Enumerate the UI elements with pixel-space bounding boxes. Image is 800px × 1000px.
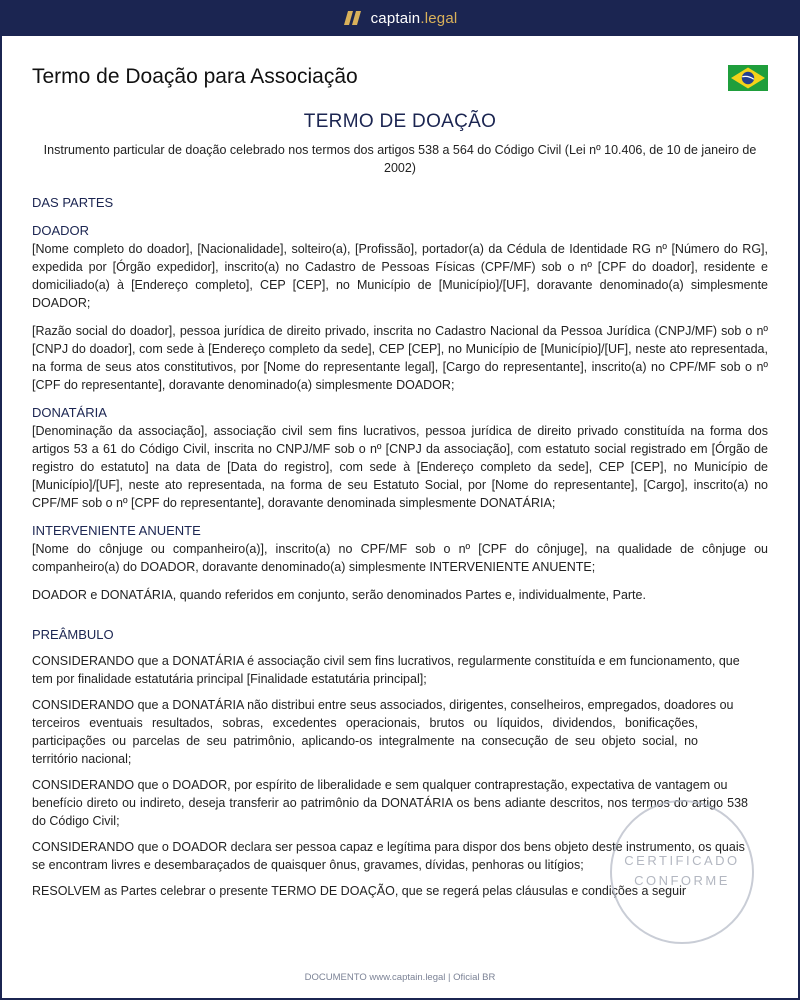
subheading-intervener: INTERVENIENTE ANUENTE bbox=[32, 523, 201, 538]
captain-legal-logo-icon bbox=[343, 10, 363, 26]
donee-paragraph: [Denominação da associação], associação civil sem fins lucrativos, pessoa jurídica de direito privado constituída na forma dos artigos 53 a 61 do Código Civil, inscrita no CNPJ/MF sob o nº [CNPJ da associação], com estatuto social registrado em [Órgão de registro do estatuto] na data de [Data do registro], com sede à [Endereço completo da sede], CEP [CEP], no Município de [Município]/[UF], neste ato representada, na forma de seu Estatuto Social, por [Nome do representante], [Cargo], inscrito(a) no CPF/MF sob o nº [CPF do representante], doravante denominada simplesmente DONATÁRIA; bbox=[32, 424, 768, 510]
brand[interactable] bbox=[343, 10, 458, 27]
considering-3-first-line: CONSIDERANDO que o DOADOR, por espírito de liberalidade e sem qualquer contraprestação, expectativa de vantagem ou bbox=[32, 778, 728, 792]
document-header bbox=[32, 65, 768, 95]
document-page bbox=[2, 36, 798, 998]
section-heading-parties: DAS PARTES bbox=[32, 195, 114, 210]
donor-paragraph-company: [Razão social do doador], pessoa jurídica de direito privado, inscrita no Cadastro Nacional da Pessoa Jurídica (CNPJ/MF) sob o nº [CNPJ do doador], com sede à [Endereço completo da sede], CEP [CEP], no Município de [Município]/[UF], neste ato representada, na forma de seus atos constitutivos, por [Nome do representante legal], [Cargo do representante], inscrito(a) no CPF/MF sob o nº [CPF do representante], doravante denominado(a) simplesmente DOADOR; bbox=[32, 324, 768, 392]
main-title: TERMO DE DOAÇÃO bbox=[303, 111, 497, 132]
subheading-donor: DOADOR bbox=[32, 223, 90, 238]
considering-4-first-line: CONSIDERANDO que o DOADOR declara ser pessoa capaz e legítima para dispor dos bens objeto deste instrumento, os quais bbox=[32, 840, 745, 854]
brand-name bbox=[371, 10, 458, 27]
stamp-text-line-2: CONFORME bbox=[634, 873, 730, 888]
considering-3-rest: benefício direto ou indireto, deseja transferir ao patrimônio da DONATÁRIA os bens adiante descritos, nos termos do artigo 538 do Código Civil; bbox=[32, 796, 748, 828]
document-body bbox=[32, 194, 768, 900]
subtitle: Instrumento particular de doação celebrado nos termos dos artigos 538 a 564 do Código Civil (Lei nº 10.406, de 10 de janeiro de 2002) bbox=[43, 143, 757, 175]
document-footer: DOCUMENTO www.captain.legal | Oficial BR bbox=[304, 972, 496, 983]
subheading-donee: DONATÁRIA bbox=[32, 405, 107, 420]
brand-name-accent: .legal bbox=[420, 9, 458, 27]
considering-4-rest: se encontram livres e desembaraçados de quaisquer ônus, gravames, dívidas, penhoras ou litígios; bbox=[32, 858, 584, 872]
considering-2-first-line: CONSIDERANDO que a DONATÁRIA não distribui entre seus associados, dirigentes, conselheiros, empregados, doadores ou bbox=[32, 698, 734, 712]
resolve-paragraph: RESOLVEM as Partes celebrar o presente TERMO DE DOAÇÃO, que se regerá pelas cláusulas e condições a seguir bbox=[32, 884, 687, 898]
donor-paragraph-individual: [Nome completo do doador], [Nacionalidade], solteiro(a), [Profissão], portador(a) da Cédula de Identidade RG nº [Número do RG], expedida por [Órgão expedidor], inscrito(a) no Cadastro de Pessoas Físicas (CPF/MF) sob o nº [CPF do doador], residente e domiciliado(a) à [Endereço completo], CEP [CEP], no Município de [Município]/[UF], doravante denominado(a) simplesmente DOADOR; bbox=[32, 242, 768, 310]
stamp-text-line-1: CERTIFICADO bbox=[624, 853, 740, 868]
brand-name-main: captain bbox=[370, 9, 421, 27]
document-header-title: Termo de Doação para Associação bbox=[32, 65, 358, 88]
top-bar bbox=[0, 0, 800, 36]
brazil-flag-icon bbox=[728, 65, 768, 91]
section-heading-preamble: PREÂMBULO bbox=[32, 627, 114, 642]
considering-1-rest: tem por finalidade estatutária principal [Finalidade estatutária principal]; bbox=[32, 672, 427, 686]
considering-2-rest: terceiros eventuais resultados, sobras, excedentes operacionais, brutos ou líquidos, dividendos, bonificações, participações ou parcelas de seu patrimônio, aplicando-os integralmente na consecução de seu objeto social, no território nacional; bbox=[32, 716, 698, 766]
intervener-paragraph: [Nome do cônjuge ou companheiro(a)], inscrito(a) no CPF/MF sob o nº [CPF do cônjuge], na qualidade de cônjuge ou companheiro(a) do DOADOR, doravante denominado(a) simplesmente INTERVENIENTE ANUENTE; bbox=[32, 542, 768, 574]
joint-parties-paragraph: DOADOR e DONATÁRIA, quando referidos em conjunto, serão denominados Partes e, individualmente, Parte. bbox=[32, 588, 646, 602]
considering-1-first-line: CONSIDERANDO que a DONATÁRIA é associação civil sem fins lucrativos, regularmente constituída e em funcionamento, que bbox=[32, 654, 740, 668]
